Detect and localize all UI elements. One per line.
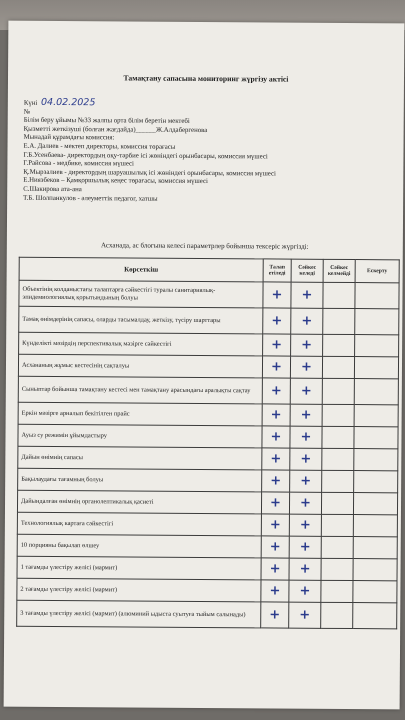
note-cell bbox=[353, 603, 397, 629]
required-mark: + bbox=[262, 356, 290, 378]
noncompliant-mark bbox=[322, 356, 354, 378]
note-cell bbox=[355, 335, 399, 357]
note-cell bbox=[353, 581, 397, 603]
header-indicator: Көрсеткіш bbox=[19, 257, 263, 282]
commission-member: Т.Б. Шолпанкулов - әлеуметтік педагог, хатшы bbox=[23, 194, 158, 203]
table-row bbox=[18, 424, 398, 449]
indicator-cell: 2 тағамды үлестіру желісі (мармит) bbox=[17, 578, 261, 602]
note-cell bbox=[353, 493, 397, 515]
note-cell bbox=[354, 471, 398, 493]
table-row bbox=[19, 332, 399, 357]
table-row bbox=[18, 402, 398, 427]
indicator-cell: Тамақ өнімдерінің сапасы, оларды тасымалдау, жеткізу, түсіру шарттары bbox=[19, 306, 263, 334]
note-cell bbox=[354, 379, 398, 405]
table-row bbox=[17, 490, 397, 515]
compliant-mark: + bbox=[290, 470, 322, 492]
table-row bbox=[17, 556, 397, 581]
noncompliant-mark bbox=[323, 282, 355, 308]
header-required: Талап етіледі bbox=[263, 259, 291, 282]
supplier-line: Қызметті жеткізуші (болған жағдайда)______Ж.Алдабергенова bbox=[23, 125, 208, 134]
table-row bbox=[19, 306, 399, 335]
indicator-cell: 1 тағамды үлестіру желісі (мармит) bbox=[17, 556, 261, 580]
commission-member: Е.А. Далиев - мектеп директоры, комиссия төрағасы bbox=[23, 142, 176, 151]
table-row bbox=[17, 600, 397, 629]
table-header-row bbox=[19, 257, 399, 283]
inspection-intro: Асханада, ас блогына келесі параметрлер бойынша тексеріс жүргізді: bbox=[101, 241, 309, 251]
note-cell bbox=[354, 405, 398, 427]
noncompliant-mark bbox=[322, 378, 354, 404]
document-sheet bbox=[4, 21, 405, 710]
indicator-cell: Күнделікті мәзірдің перспективалық мәзірге сәйкестігі bbox=[19, 332, 263, 356]
noncompliant-mark bbox=[322, 448, 354, 470]
noncompliant-mark bbox=[321, 580, 353, 602]
table-row bbox=[18, 376, 398, 405]
indicator-cell: Дайын өнімнің сапасы bbox=[18, 446, 262, 470]
note-cell bbox=[354, 449, 398, 471]
required-mark: + bbox=[262, 426, 290, 448]
compliant-mark: + bbox=[290, 448, 322, 470]
indicator-cell: Ауыз су режимін ұйымдастыру bbox=[18, 424, 262, 448]
indicator-cell: Еркін мәзірге арналып бекітілген прайс bbox=[18, 402, 262, 426]
note-cell bbox=[353, 537, 397, 559]
required-mark: + bbox=[261, 580, 289, 602]
inspection-table bbox=[16, 257, 400, 630]
note-cell bbox=[353, 515, 397, 537]
commission-member: Қ.Мырзалиев - директордың шаруашылық ісі жөніндегі орынбасары, комиссия мүшесі bbox=[23, 168, 276, 178]
table-row bbox=[18, 468, 398, 493]
commission-member: Г.Б.Усенбаева- директордың оқу-тәрбие ісі жөніндегі орынбасары, комиссия мүшесі bbox=[23, 151, 268, 161]
header-note: Ескерту bbox=[355, 260, 399, 283]
noncompliant-mark bbox=[321, 536, 353, 558]
indicator-cell: Сыныптар бойынша тамақтану кестесі мен тамақтану арасындағы аралықты сақтау bbox=[18, 376, 262, 404]
act-title: Тамақтану сапасына мониторинг жүргізу актісі bbox=[123, 73, 289, 84]
note-cell bbox=[355, 283, 399, 309]
table-row bbox=[17, 534, 397, 559]
required-mark: + bbox=[263, 334, 291, 356]
compliant-mark: + bbox=[290, 378, 322, 404]
required-mark: + bbox=[262, 378, 290, 404]
required-mark: + bbox=[263, 282, 291, 308]
required-mark: + bbox=[261, 514, 289, 536]
indicator-cell: Дайындалған өнімнің органолептикалық қасиеті bbox=[17, 490, 261, 514]
noncompliant-mark bbox=[323, 334, 355, 356]
table-row bbox=[18, 446, 398, 471]
required-mark: + bbox=[261, 492, 289, 514]
indicator-cell: Объектінің колданыстағы талаптарға сәйкестігі туралы санитариялық-эпидемиологиялық қорытындының болуы bbox=[19, 280, 263, 308]
required-mark: + bbox=[262, 404, 290, 426]
noncompliant-mark bbox=[321, 602, 353, 628]
commission-member: Е.Ниязбеков – Қамқоршылық кеңес төрағасы, комиссия мүшесі bbox=[23, 177, 208, 186]
compliant-mark: + bbox=[290, 404, 322, 426]
compliant-mark: + bbox=[289, 602, 321, 628]
required-mark: + bbox=[261, 558, 289, 580]
indicator-cell: 3 тағамды үлестіру желісі (мармит) (алюминий ыдыста суытуға тыйым салынады) bbox=[17, 600, 261, 628]
indicator-cell: 10 порцияны бақылап өлшеу bbox=[17, 534, 261, 558]
number-label: № bbox=[23, 108, 31, 116]
commission-member: С.Шакирова ата-ана bbox=[23, 185, 82, 194]
noncompliant-mark bbox=[322, 426, 354, 448]
commission-label: Мынадай құрамдағы комиссия: bbox=[23, 134, 115, 142]
noncompliant-mark bbox=[321, 492, 353, 514]
date-value: 04.02.2025 bbox=[40, 96, 96, 109]
indicator-cell: Технологиялық картаға сәйкестігі bbox=[17, 512, 261, 536]
noncompliant-mark bbox=[323, 308, 355, 334]
table-row bbox=[18, 354, 398, 379]
noncompliant-mark bbox=[321, 514, 353, 536]
noncompliant-mark bbox=[322, 470, 354, 492]
required-mark: + bbox=[263, 308, 291, 334]
table-row bbox=[19, 280, 399, 309]
required-mark: + bbox=[261, 536, 289, 558]
date-label: Күні bbox=[23, 99, 38, 107]
required-mark: + bbox=[262, 470, 290, 492]
required-mark: + bbox=[262, 448, 290, 470]
compliant-mark: + bbox=[289, 558, 321, 580]
noncompliant-mark bbox=[321, 558, 353, 580]
compliant-mark: + bbox=[289, 492, 321, 514]
header-compliant: Сәйкес келеді bbox=[291, 259, 323, 282]
compliant-mark: + bbox=[289, 580, 321, 602]
indicator-cell: Асхананың жұмыс кестесінің сақталуы bbox=[18, 354, 262, 378]
compliant-mark: + bbox=[291, 308, 323, 334]
note-cell bbox=[354, 357, 398, 379]
required-mark: + bbox=[261, 602, 289, 628]
indicator-cell: Бақылаудағы тағамның болуы bbox=[18, 468, 262, 492]
note-cell bbox=[354, 427, 398, 449]
table-row bbox=[17, 512, 397, 537]
compliant-mark: + bbox=[291, 334, 323, 356]
note-cell bbox=[355, 309, 399, 335]
note-cell bbox=[353, 559, 397, 581]
commission-member: Г.Райсова - медбике, комиссия мүшесі bbox=[23, 159, 134, 168]
compliant-mark: + bbox=[291, 282, 323, 308]
table-row bbox=[17, 578, 397, 603]
compliant-mark: + bbox=[290, 426, 322, 448]
compliant-mark: + bbox=[289, 514, 321, 536]
compliant-mark: + bbox=[290, 356, 322, 378]
noncompliant-mark bbox=[322, 404, 354, 426]
header-noncompliant: Сәйкес келмейді bbox=[323, 259, 355, 282]
act-header-info bbox=[23, 96, 394, 206]
organization-line: Білім беру ұйымы №33 жалпы орта білім беретін мектебі bbox=[23, 116, 190, 126]
compliant-mark: + bbox=[289, 536, 321, 558]
